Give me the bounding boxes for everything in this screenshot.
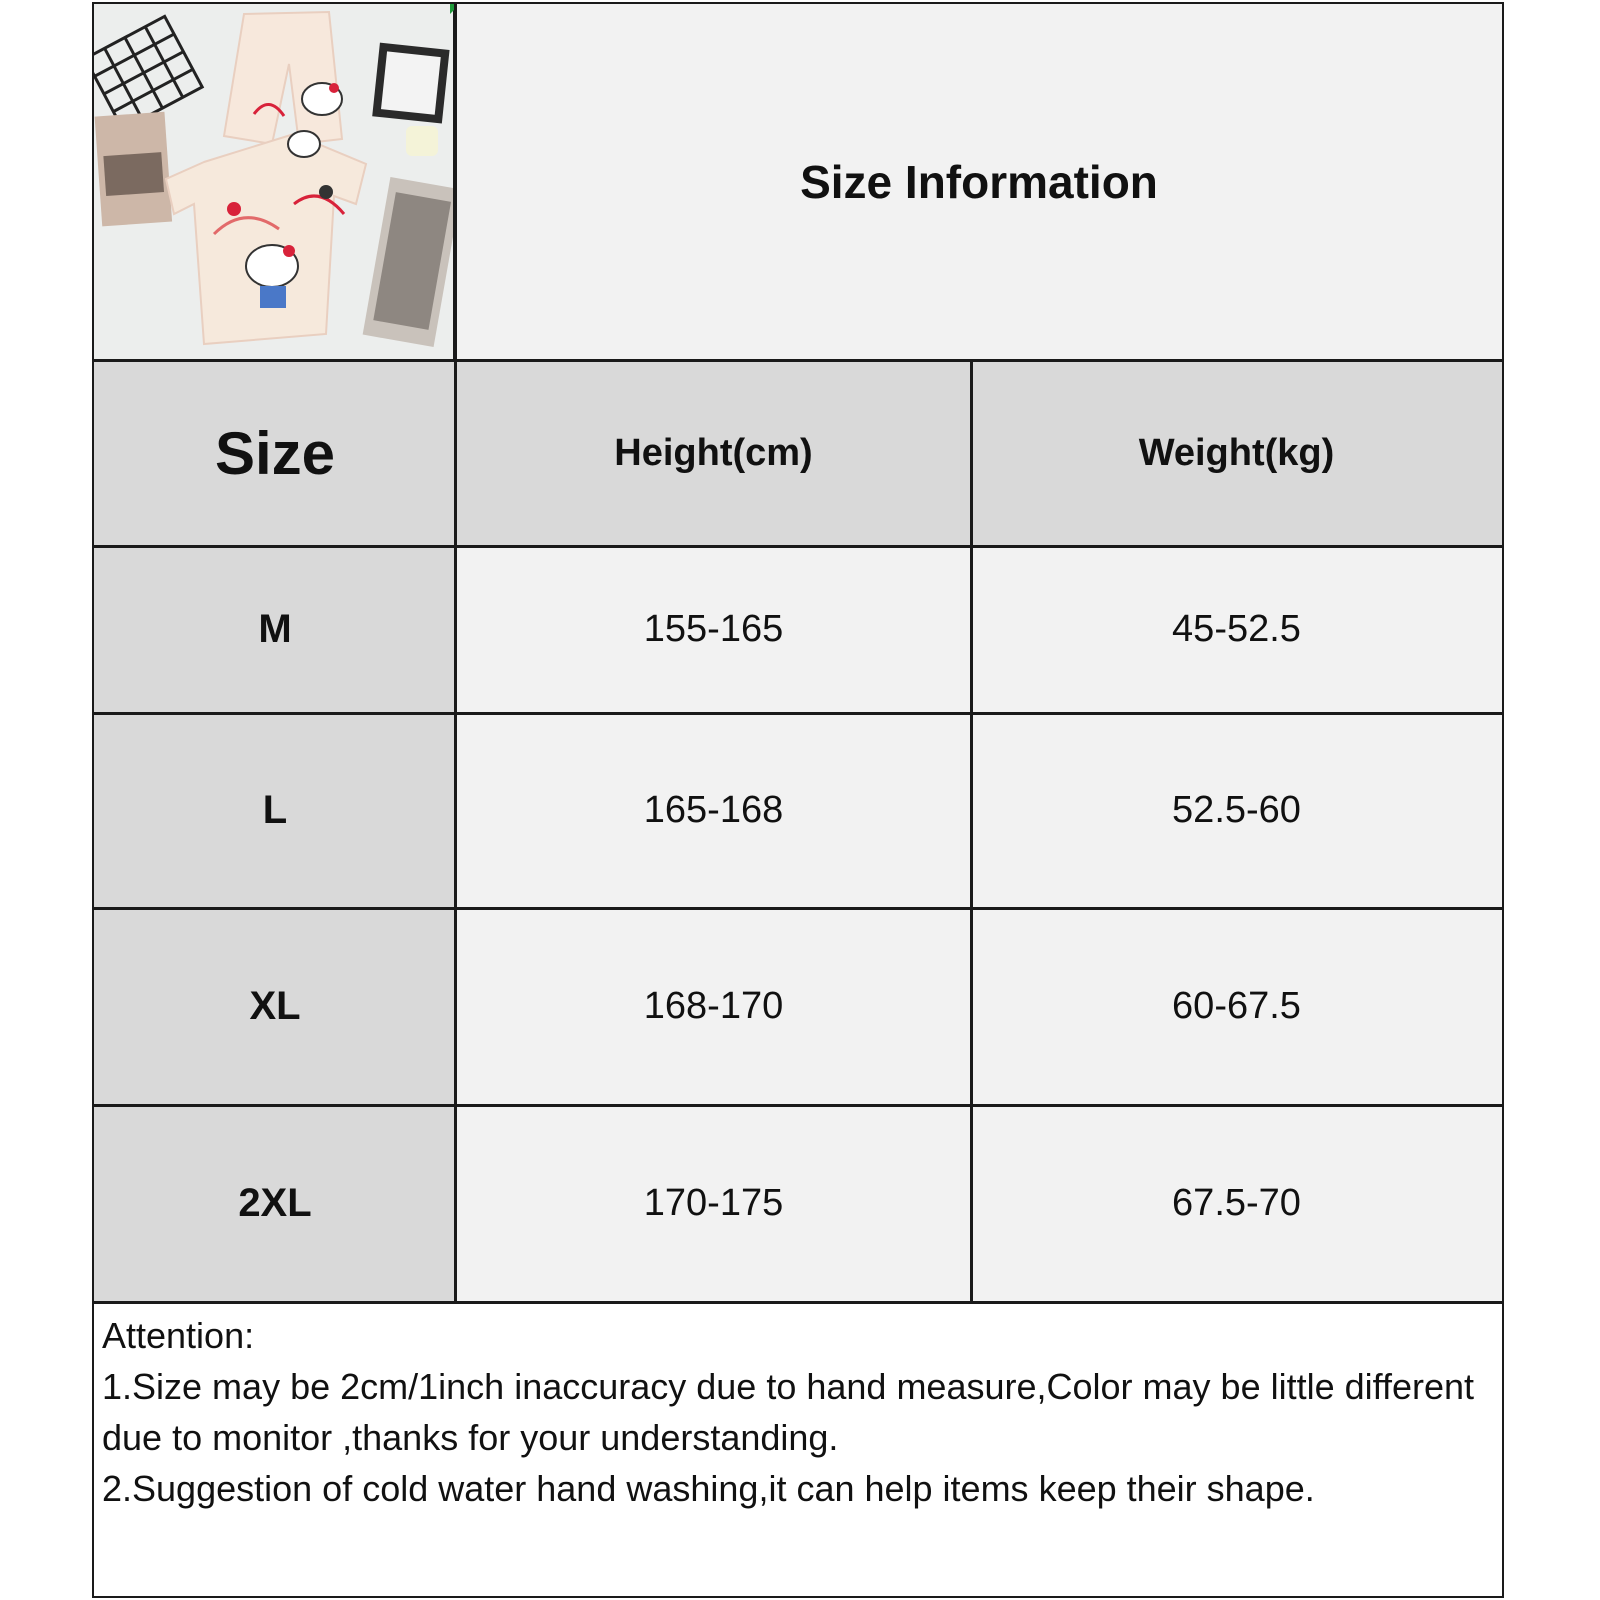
notes-line-1: 1.Size may be 2cm/1inch inaccuracy due to hand measure,Color may be little different due to monitor ,thanks for your understanding.: [102, 1366, 1475, 1458]
attention-notes: [94, 1304, 1502, 1596]
height-cell: 168-170: [456, 908, 971, 1105]
divider: [94, 1104, 1502, 1107]
page-title: Size Information: [456, 4, 1502, 360]
size-cell: L: [94, 713, 456, 908]
product-photo-illustration: [94, 4, 453, 360]
divider: [454, 4, 457, 1302]
header-height: Height(cm): [456, 360, 971, 546]
divider: [94, 359, 1502, 362]
header-weight: Weight(kg): [971, 360, 1502, 546]
header-size: Size: [94, 360, 456, 546]
divider: [94, 907, 1502, 910]
size-chart: [92, 2, 1504, 1598]
size-cell: 2XL: [94, 1105, 456, 1302]
divider: [94, 545, 1502, 548]
weight-cell: 52.5-60: [971, 713, 1502, 908]
notes-line-2: 2.Suggestion of cold water hand washing,it can help items keep their shape.: [102, 1468, 1315, 1509]
weight-cell: 67.5-70: [971, 1105, 1502, 1302]
divider: [94, 712, 1502, 715]
height-cell: 155-165: [456, 546, 971, 713]
height-cell: 170-175: [456, 1105, 971, 1302]
weight-cell: 45-52.5: [971, 546, 1502, 713]
weight-cell: 60-67.5: [971, 908, 1502, 1105]
size-cell: XL: [94, 908, 456, 1105]
divider: [970, 360, 973, 1302]
height-cell: 165-168: [456, 713, 971, 908]
notes-heading: Attention:: [102, 1315, 255, 1356]
size-cell: M: [94, 546, 456, 713]
product-photo: [94, 4, 456, 360]
